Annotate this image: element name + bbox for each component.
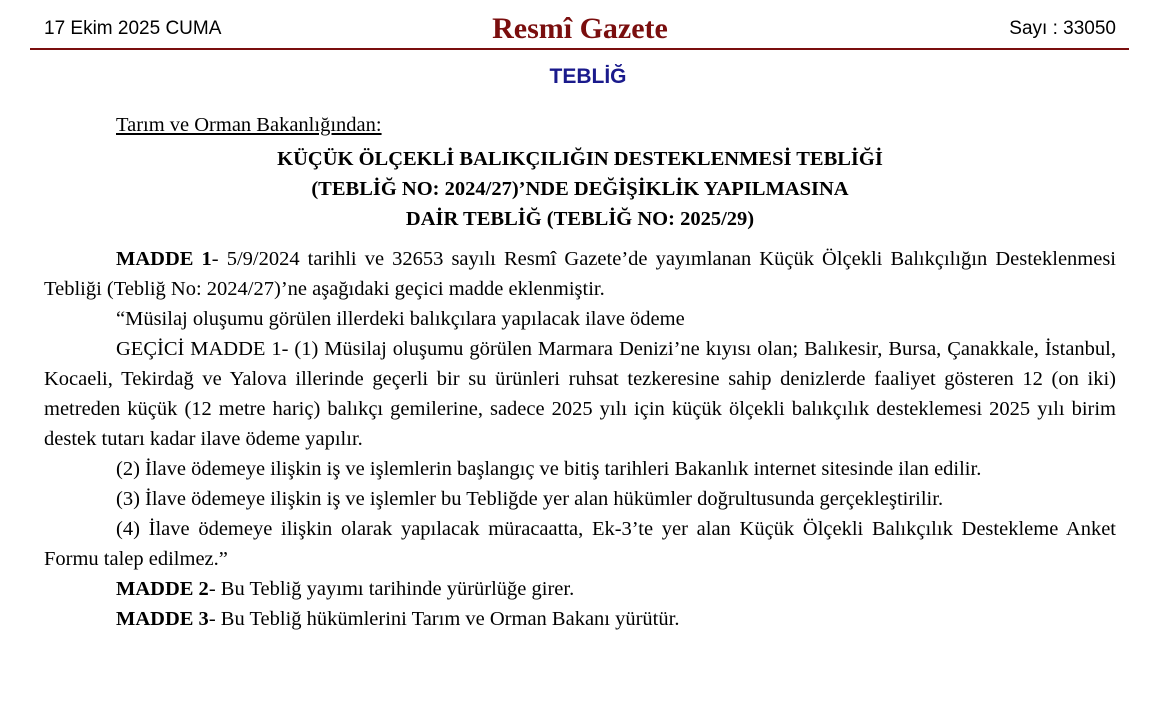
gazette-header (30, 8, 1130, 49)
issue-number: Sayı : 33050 (1009, 18, 1116, 39)
article-3-text: - Bu Tebliğ hükümlerini Tarım ve Orman Bakanı yürütür. (208, 608, 680, 630)
article-1-label: MADDE 1 (116, 248, 212, 270)
article-1 (44, 244, 1116, 304)
article-2-label: MADDE 2 (116, 578, 209, 600)
title-line: DAİR TEBLİĞ (TEBLİĞ NO: 2025/29) (405, 208, 755, 230)
quote-heading: “Müsilaj oluşumu görülen illerdeki balıkçılara yapılacak ilave ödeme (116, 308, 685, 330)
document-title (44, 144, 1116, 234)
document-body (44, 110, 1116, 634)
section-title: TEBLİĞ (549, 65, 627, 88)
paragraph-2: (2) İlave ödemeye ilişkin iş ve işlemlerin başlangıç ve bitiş tarihleri Bakanlık internet sitesinde ilan edilir. (116, 458, 982, 480)
gazette-name: Resmî Gazete (492, 12, 668, 45)
issuing-ministry: Tarım ve Orman Bakanlığından: (116, 114, 382, 136)
publication-date: 17 Ekim 2025 CUMA (44, 18, 222, 39)
paragraph-3: (3) İlave ödemeye ilişkin iş ve işlemler bu Tebliğde yer alan hükümler doğrultusunda gerçekleştirilir. (116, 488, 944, 510)
article-2-text: - Bu Tebliğ yayımı tarihinde yürürlüğe girer. (208, 578, 575, 600)
temporary-article: GEÇİCİ MADDE 1- (1) Müsilaj oluşumu görülen Marmara Denizi’ne kıyısı olan; Balıkesir, Bursa, Çanakkale, İstanbul, Kocaeli, Tekirdağ ve Yalova illerinde geçerli bir su ürünleri ruhsat tezkeresine sahip denizlerde faaliyet gösteren 12 (on iki) metreden küçük (12 metre hariç) balıkçı gemilerine, sadece 2025 yılı için küçük ölçekli balıkçılık desteklemesi 2025 yılı birim destek tutarı kadar ilave ödeme yapılır. (44, 338, 1116, 450)
article-3 (44, 604, 1116, 634)
title-line: KÜÇÜK ÖLÇEKLİ BALIKÇILIĞIN DESTEKLENMESİ TEBLİĞİ (277, 148, 883, 170)
article-2 (44, 574, 1116, 604)
title-line: (TEBLİĞ NO: 2024/27)’NDE DEĞİŞİKLİK YAPILMASINA (311, 178, 849, 200)
paragraph-4: (4) İlave ödemeye ilişkin olarak yapılacak müracaatta, Ek-3’te yer alan Küçük Ölçekli Balıkçılık Destekleme Anket Formu talep edilmez.” (44, 518, 1116, 570)
article-3-label: MADDE 3 (116, 608, 209, 630)
article-1-text: - 5/9/2024 tarihli ve 32653 sayılı Resmî Gazete’de yayımlanan Küçük Ölçekli Balıkçılığın Desteklenmesi Tebliği (Tebliğ No: 2024/27)’ne aşağıdaki geçici madde eklenmiştir. (44, 248, 1117, 300)
header-divider (30, 48, 1129, 50)
